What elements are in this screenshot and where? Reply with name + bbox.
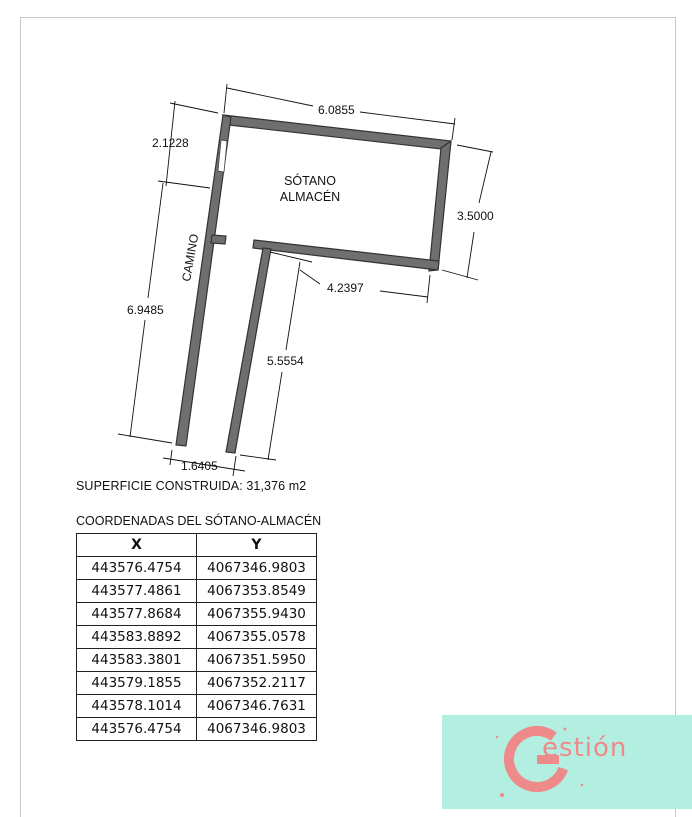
top-wall [223, 115, 451, 150]
table-row [77, 672, 317, 695]
surface-text: SUPERFICIE CONSTRUIDA: 31,376 m2 [76, 479, 307, 493]
room-label-line2: ALMACÉN [279, 190, 341, 204]
header-y: Y [197, 534, 317, 557]
dim-left: 6.9485 [127, 303, 164, 317]
table-row [77, 603, 317, 626]
table-row [77, 626, 317, 649]
right-wall [429, 141, 451, 271]
table-row [77, 718, 317, 741]
walls [176, 115, 451, 453]
room-label-line1: SÓTANO [284, 174, 336, 188]
cell-y: 4067346.7631 [197, 695, 317, 718]
logo-text: estión [542, 733, 628, 763]
cell-x: 443583.8892 [77, 626, 197, 649]
inner-left-wall [226, 248, 271, 453]
path-label: CAMINO [179, 232, 202, 283]
coords-title: COORDENADAS DEL SÓTANO-ALMACÉN [76, 514, 322, 528]
table-row [77, 580, 317, 603]
cell-x: 443583.3801 [77, 649, 197, 672]
cell-y: 4067353.8549 [197, 580, 317, 603]
dim-upper-left: 2.1228 [152, 136, 189, 150]
dim-inner-vertical: 5.5554 [267, 354, 304, 368]
dim-inner-horizontal: 4.2397 [327, 281, 364, 295]
table-row [77, 557, 317, 580]
coordinates-table [76, 533, 317, 741]
cell-x: 443576.4754 [77, 718, 197, 741]
cell-x: 443577.4861 [77, 580, 197, 603]
dim-right: 3.5000 [457, 209, 494, 223]
dim-top: 6.0855 [318, 103, 355, 117]
cell-y: 4067355.0578 [197, 626, 317, 649]
cell-x: 443578.1014 [77, 695, 197, 718]
wall-stub [211, 235, 226, 244]
dim-bottom: 1.6405 [181, 459, 218, 473]
table-row [77, 695, 317, 718]
cell-y: 4067352.2117 [197, 672, 317, 695]
cell-y: 4067346.9803 [197, 718, 317, 741]
cell-x: 443576.4754 [77, 557, 197, 580]
cell-y: 4067346.9803 [197, 557, 317, 580]
cell-x: 443579.1855 [77, 672, 197, 695]
cell-y: 4067351.5950 [197, 649, 317, 672]
table-header-row [77, 534, 317, 557]
header-x: X [77, 534, 197, 557]
table-row [77, 649, 317, 672]
cell-y: 4067355.9430 [197, 603, 317, 626]
logo-watermark [442, 715, 692, 809]
cell-x: 443577.8684 [77, 603, 197, 626]
